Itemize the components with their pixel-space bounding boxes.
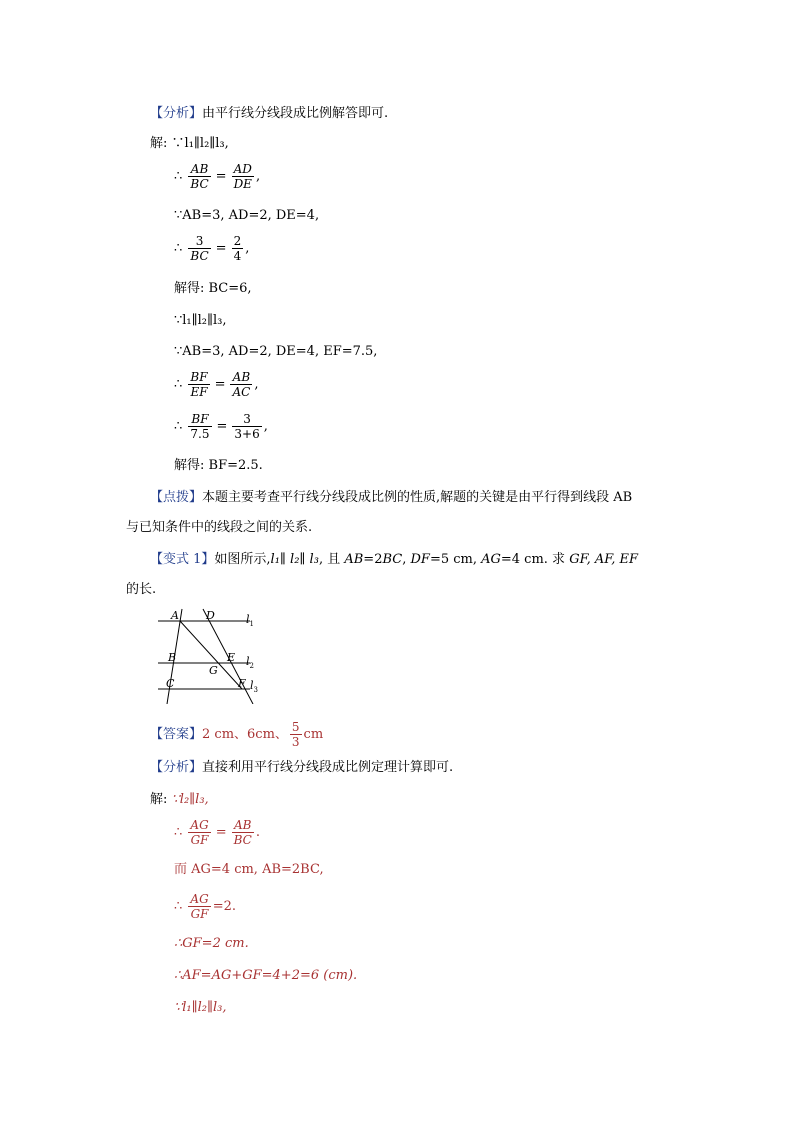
- fraction-equation-1: ∴ $\frac{AB}{BC}$ = $\frac{AD}{DE}$ ,: [174, 162, 261, 191]
- answer-text: 2 cm、6cm、: [202, 727, 288, 742]
- label-d: D: [206, 609, 215, 622]
- analysis-bracket: 【分析】: [150, 106, 203, 121]
- point-line-1: 【点拨】本题主要考查平行线分线段成比例的性质,解题的关键是由平行得到线段 AB: [150, 490, 633, 505]
- since-statement: ∵l₁∥l₂∥l₃,: [171, 136, 229, 151]
- fraction-equation-2: ∴ $\frac{3}{BC}$ = $\frac{2}{4}$ ,: [174, 234, 250, 263]
- fraction-bf-75: $\frac{BF}{7.5}$: [190, 412, 210, 441]
- label-e: E: [227, 651, 236, 664]
- fraction-equation-3: ∴ $\frac{BF}{EF}$ = $\frac{AB}{AC}$ ,: [174, 370, 259, 399]
- since-line-3: ∵l₁∥l₂∥l₃,: [174, 1000, 227, 1015]
- label-f: F: [238, 677, 246, 690]
- fraction-equation-5: ∴ $\frac{AG}{GF}$ = $\frac{AB}{BC}$ .: [174, 818, 260, 847]
- fraction-bf-ef: $\frac{BF}{EF}$: [190, 370, 208, 399]
- given-line-2: ∵AB=3, AD=2, DE=4, EF=7.5,: [174, 344, 378, 359]
- variant-line-2: 的长.: [126, 582, 157, 597]
- fraction-equation-4: ∴ $\frac{BF}{7.5}$ = $\frac{3}{3+6}$ ,: [174, 412, 268, 441]
- fraction-3-3plus6: $\frac{3}{3+6}$: [234, 412, 260, 441]
- fraction-ab-bc-2: $\frac{AB}{BC}$: [233, 818, 252, 847]
- fraction-2-4: $\frac{2}{4}$: [233, 234, 242, 263]
- given-line-1: [174, 208, 319, 224]
- variant-line-1: 【变式 1】如图所示,l₁∥ l₂∥ l₃, 且 AB=2BC, DF=5 cm, AG=4 cm. 求 GF, AF, EF: [150, 552, 639, 567]
- analysis-line-2: 【分析】直接利用平行线分线段成比例定理计算即可.: [150, 760, 454, 775]
- variant-bracket: 【变式 1】: [150, 552, 215, 567]
- parallel-lines-figure: [158, 604, 268, 704]
- since-line-2: ∵l₁∥l₂∥l₃,: [174, 313, 227, 328]
- solve-label: 解:: [150, 136, 168, 151]
- solve-line-1: [150, 136, 229, 152]
- fraction-ag-gf-2: $\frac{AG}{GF}$: [190, 892, 209, 921]
- label-g: G: [209, 664, 218, 677]
- result-line-2: 解得: BF=2.5.: [174, 458, 263, 473]
- label-b: B: [168, 651, 177, 664]
- fraction-3-bc: $\frac{3}{BC}$: [190, 234, 209, 263]
- answer-bracket: 【答案】: [150, 727, 203, 742]
- fraction-equation-6: ∴ $\frac{AG}{GF}$ =2.: [174, 892, 236, 921]
- label-l3: $l_3$: [250, 679, 258, 694]
- given-line-3: 而 AG=4 cm, AB=2BC,: [174, 862, 324, 877]
- label-l2: $l_2$: [246, 655, 254, 670]
- answer-line: 【答案】2 cm、6cm、 $\frac{5}{3}$ cm: [150, 720, 324, 749]
- point-line-2: 与已知条件中的线段之间的关系.: [126, 520, 313, 535]
- fraction-ab-bc: $\frac{AB}{BC}$: [190, 162, 209, 191]
- label-l1: $l_1$: [246, 613, 254, 628]
- answer-fraction: $\frac{5}{3}$: [291, 720, 300, 749]
- figure-svg: [158, 604, 268, 704]
- given-statement: ∵AB=3, AD=2, DE=4,: [174, 208, 320, 223]
- label-a: A: [171, 609, 179, 622]
- fraction-ab-ac: $\frac{AB}{AC}$: [232, 370, 251, 399]
- solve-line-2: 解: ∵l₂∥l₃,: [150, 792, 209, 807]
- point-bracket: 【点拨】: [150, 490, 203, 505]
- result-line-4: ∴AF=AG+GF=4+2=6 (cm).: [174, 968, 358, 983]
- therefore-symbol: ∴: [174, 168, 183, 184]
- result-line-1: 解得: BC=6,: [174, 281, 252, 296]
- label-c: C: [166, 677, 175, 690]
- analysis-line-1: [150, 106, 388, 122]
- result-line-3: ∴GF=2 cm.: [174, 936, 249, 951]
- fraction-ad-de: $\frac{AD}{DE}$: [233, 162, 252, 191]
- fraction-ag-gf: $\frac{AG}{GF}$: [190, 818, 209, 847]
- analysis-text: 由平行线分线段成比例解答即可.: [202, 106, 389, 121]
